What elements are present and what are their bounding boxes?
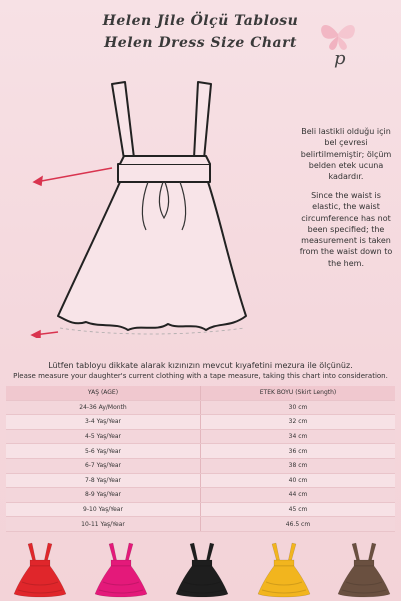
cell-length: 30 cm xyxy=(201,400,396,415)
instruction-turkish: Lütfen tabloyu dikkate alarak kızınızın mevcut kıyafetini mezura ile ölçünüz. xyxy=(48,361,353,370)
cell-age: 7-8 Yaş/Year xyxy=(6,473,201,488)
cell-age: 5-6 Yaş/Year xyxy=(6,444,201,459)
cell-age: 24-36 Ay/Month xyxy=(6,400,201,415)
cell-length: 36 cm xyxy=(201,444,396,459)
header-age: YAŞ (AGE) xyxy=(6,386,201,400)
table-row xyxy=(6,473,395,488)
description-turkish: Beli lastikli olduğu için bel çevresi belirtilmemiştir; ölçüm belden etek ucuna kadardır. xyxy=(300,127,392,182)
header-skirt-length: ETEK BOYU (Skirt Length) xyxy=(201,386,396,400)
cell-length: 45 cm xyxy=(201,502,396,517)
cell-age: 8-9 Yaş/Year xyxy=(6,488,201,503)
dress-outline-illustration xyxy=(30,78,260,338)
dress-thumbnail xyxy=(93,540,149,600)
description-english: Since the waist is elastic, the waist circumference has not been specified; the measurement is taken from the waist down to the hem. xyxy=(299,191,393,268)
title-turkish: Helen Jile Ölçü Tablosu xyxy=(102,13,299,29)
cell-length: 46.5 cm xyxy=(201,517,396,532)
cell-age: 6-7 Yaş/Year xyxy=(6,458,201,473)
logo-letter: p xyxy=(334,48,346,68)
table-row xyxy=(6,458,395,473)
dress-thumbnail xyxy=(12,540,68,600)
dress-thumbnail xyxy=(256,540,312,600)
table-header-row xyxy=(6,386,395,400)
title-english: Helen Dress Size Chart xyxy=(104,35,297,51)
butterfly-p-logo-icon xyxy=(316,18,360,68)
dress-thumbnail xyxy=(174,540,230,600)
cell-length: 40 cm xyxy=(201,473,396,488)
instruction-english: Please measure your daughter's current clothing with a tape measure, taking this chart into consideration. xyxy=(13,372,388,380)
cell-age: 10-11 Yaş/Year xyxy=(6,517,201,532)
table-row xyxy=(6,444,395,459)
cell-age: 9-10 Yaş/Year xyxy=(6,502,201,517)
table-row xyxy=(6,488,395,503)
table-row xyxy=(6,400,395,415)
color-thumbnails xyxy=(0,536,401,601)
cell-length: 38 cm xyxy=(201,458,396,473)
table-row xyxy=(6,429,395,444)
cell-length: 34 cm xyxy=(201,429,396,444)
table-row xyxy=(6,517,395,532)
table-row xyxy=(6,502,395,517)
cell-age: 3-4 Yaş/Year xyxy=(6,415,201,430)
cell-age: 4-5 Yaş/Year xyxy=(6,429,201,444)
table-row xyxy=(6,415,395,430)
dress-thumbnail xyxy=(336,540,392,600)
cell-length: 32 cm xyxy=(201,415,396,430)
size-table xyxy=(6,386,395,532)
cell-length: 44 cm xyxy=(201,488,396,503)
